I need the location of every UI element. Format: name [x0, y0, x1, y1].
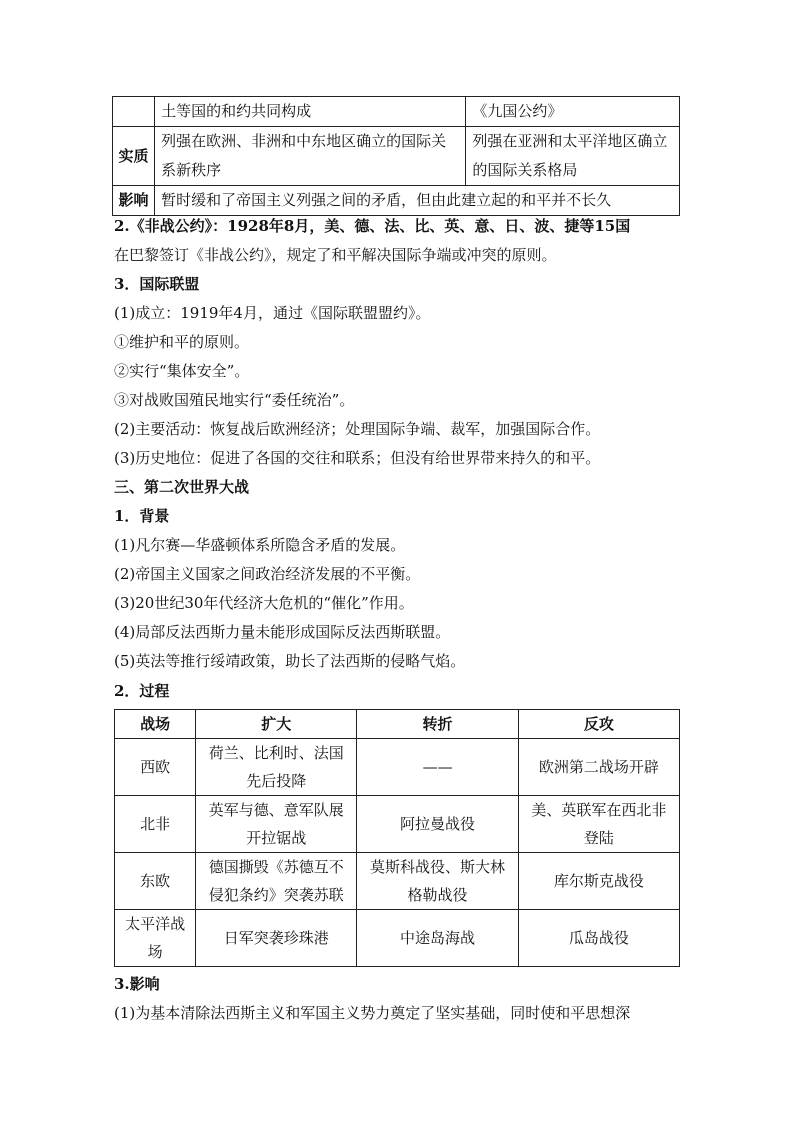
- text-line: ③对战败国殖民地实行“委任统治”。: [114, 391, 355, 409]
- table-row: [115, 796, 680, 853]
- row-label: [113, 97, 155, 127]
- row-label: 影响: [113, 186, 155, 216]
- section-heading: 2．过程: [114, 682, 170, 700]
- section-heading: 3．国际联盟: [114, 275, 200, 293]
- table-cell: 莫斯科战役、斯大林格勒战役: [357, 853, 518, 910]
- table-cell: 瓜岛战役: [518, 910, 679, 967]
- table-cell: 阿拉曼战役: [357, 796, 518, 853]
- table-row: [115, 853, 680, 910]
- column-header: 转折: [357, 710, 518, 739]
- table-cell: 日军突袭珍珠港: [196, 910, 357, 967]
- table-header-row: [115, 710, 680, 739]
- text-line: (1)凡尔赛—华盛顿体系所隐含矛盾的发展。: [114, 536, 406, 554]
- table-cell: 北非: [115, 796, 196, 853]
- table-cell: 太平洋战场: [115, 910, 196, 967]
- table-cell: 荷兰、比利时、法国先后投降: [196, 739, 357, 796]
- table-cell: ——: [357, 739, 518, 796]
- table-cell: 列强在亚洲和太平洋地区确立的国际关系格局: [466, 127, 680, 186]
- table-cell: 库尔斯克战役: [518, 853, 679, 910]
- row-label: 实质: [113, 127, 155, 186]
- treaty-comparison-table: [112, 96, 680, 216]
- table-cell: 中途岛海战: [357, 910, 518, 967]
- text-line: (3)历史地位：促进了各国的交往和联系；但没有给世界带来持久的和平。: [114, 449, 601, 467]
- table-row: [113, 97, 680, 127]
- table-cell: 《九国公约》: [466, 97, 680, 127]
- text-line: (3)20世纪30年代经济大危机的“催化”作用。: [114, 594, 414, 612]
- column-header: 扩大: [196, 710, 357, 739]
- text-line: (2)主要活动：恢复战后欧洲经济；处理国际争端、裁军，加强国际合作。: [114, 420, 601, 438]
- table-cell: 暂时缓和了帝国主义列强之间的矛盾，但由此建立起的和平并不长久: [155, 186, 680, 216]
- table-cell: 德国撕毁《苏德互不侵犯条约》突袭苏联: [196, 853, 357, 910]
- text-line: (2)帝国主义国家之间政治经济发展的不平衡。: [114, 565, 421, 583]
- war-process-table: [114, 709, 680, 967]
- table-cell: 欧洲第二战场开辟: [518, 739, 679, 796]
- text-line: (1)成立：1919年4月，通过《国际联盟盟约》。: [114, 304, 431, 322]
- column-header: 反攻: [518, 710, 679, 739]
- text-line: (5)英法等推行绥靖政策，助长了法西斯的侵略气焰。: [114, 652, 466, 670]
- chapter-heading: 三、第二次世界大战: [114, 478, 250, 496]
- text-line: (4)局部反法西斯力量未能形成国际反法西斯联盟。: [114, 623, 451, 641]
- column-header: 战场: [115, 710, 196, 739]
- text-line: 在巴黎签订《非战公约》，规定了和平解决国际争端或冲突的原则。: [114, 246, 557, 264]
- table-row: [113, 186, 680, 216]
- section-heading: 3.影响: [114, 975, 160, 993]
- table-cell: 英军与德、意军队展开拉锯战: [196, 796, 357, 853]
- table-row: [113, 127, 680, 186]
- table-cell: 东欧: [115, 853, 196, 910]
- text-line: ②实行“集体安全”。: [114, 362, 250, 380]
- table-row: [115, 910, 680, 967]
- kellogg-pact-heading: 2.《非战公约》：1928年8月，美、德、法、比、英、意、日、波、捷等15国: [114, 217, 631, 235]
- table-cell: 西欧: [115, 739, 196, 796]
- table-cell: 土等国的和约共同构成: [155, 97, 466, 127]
- section-heading: 1．背景: [114, 507, 170, 525]
- table-cell: 美、英联军在西北非登陆: [518, 796, 679, 853]
- text-line: (1)为基本清除法西斯主义和军国主义势力奠定了坚实基础，同时使和平思想深: [114, 1004, 631, 1022]
- text-line: ①维护和平的原则。: [114, 333, 250, 351]
- table-row: [115, 739, 680, 796]
- table-cell: 列强在欧洲、非洲和中东地区确立的国际关系新秩序: [155, 127, 466, 186]
